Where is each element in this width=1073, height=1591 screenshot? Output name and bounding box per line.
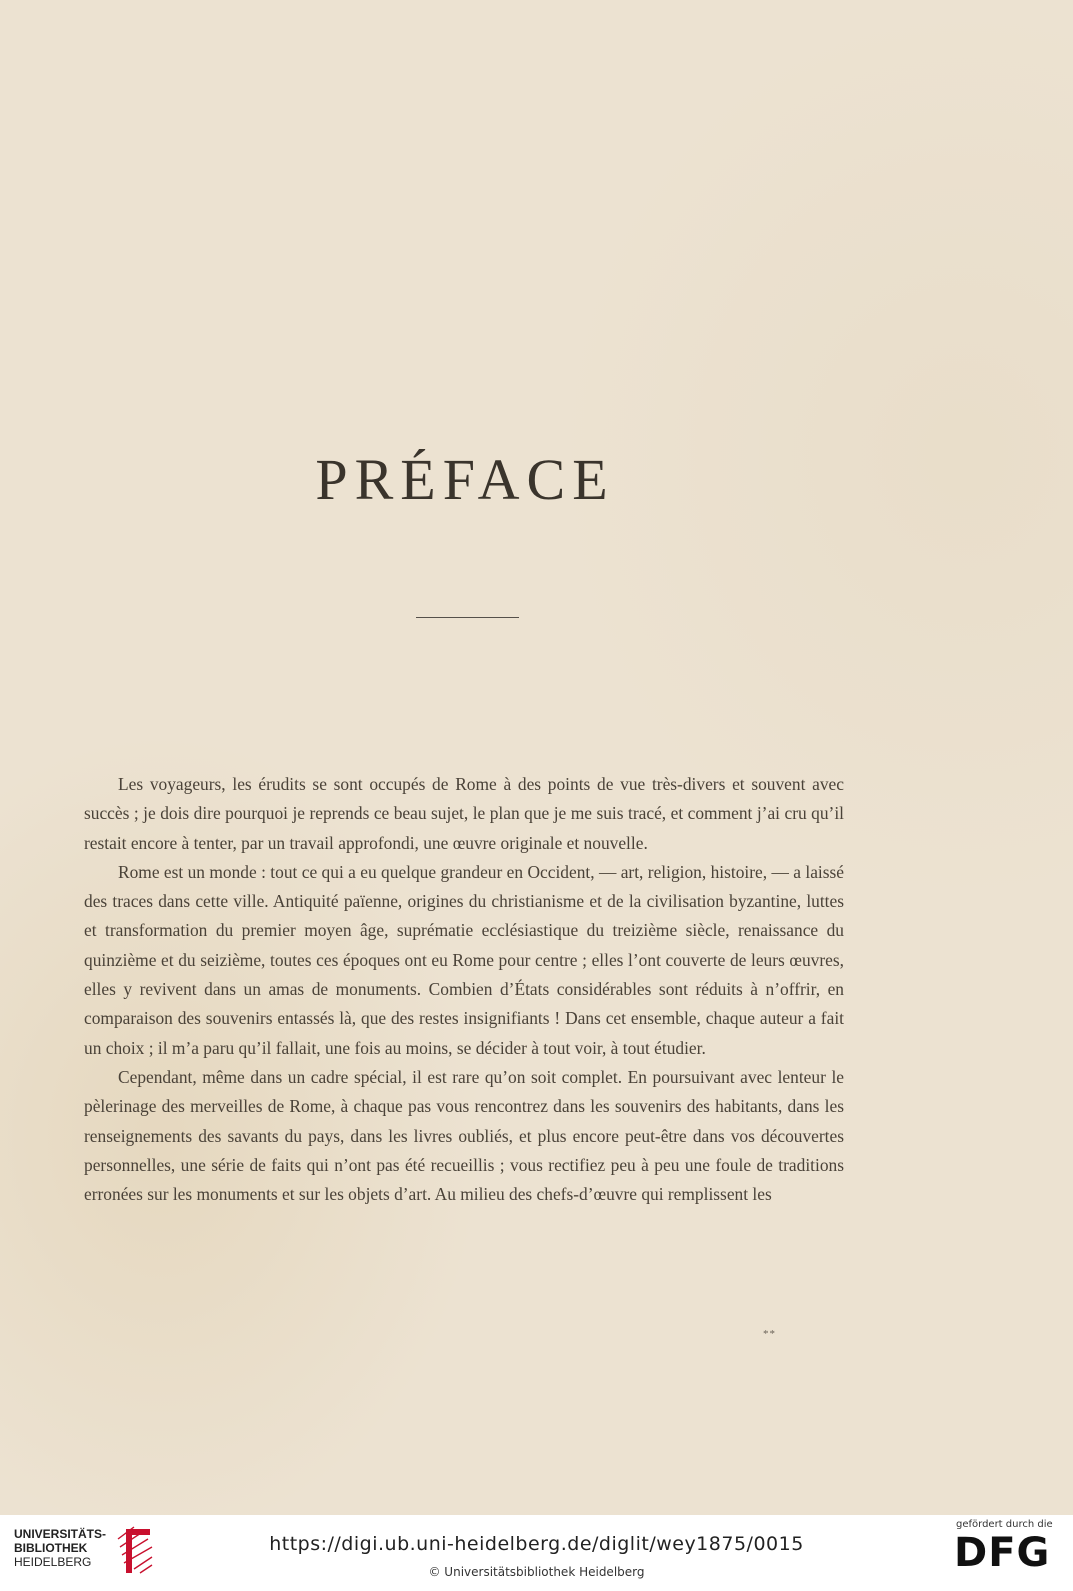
title-divider (416, 617, 519, 618)
paragraph-3: Cependant, même dans un cadre spécial, il est rare qu’on soit complet. En poursuivant avec lenteur le pèlerinage des merveilles de Rome, à chaque pas vous rencontrez dans les souvenirs des habitants, dans les renseignements des savants du pays, dans les livres oubliés, et plus encore peut-être dans vos découvertes personnelles, une série de faits qui n’ont pas été recueillis ; vous rectifiez peu à peu une foule de traditions erronées sur les monuments et sur les objets d’art. Au milieu des chefs-d’œuvre qui remplissent les (84, 1066, 844, 1205)
copyright-text: © Universitätsbibliothek Heidelberg (428, 1565, 645, 1579)
viewer-footer (0, 1515, 1073, 1591)
library-name-line-2: BIBLIOTHEK (14, 1541, 88, 1555)
library-name-line-3: HEIDELBERG (14, 1555, 92, 1569)
signature-mark: ** (763, 1328, 776, 1340)
page-title: PRÉFACE (315, 447, 615, 512)
paragraph-1: Les voyageurs, les érudits se sont occupés de Rome à des points de vue très-divers et souvent avec succès ; je dois dire pourquoi je reprends ce beau sujet, le plan que je me suis tracé, et comment j’ai cru qu’il restait encore à tenter, par un travail approfondi, une œuvre originale et nouvelle. (84, 774, 844, 853)
dfg-caption: gefördert durch die (956, 1519, 1053, 1530)
paragraph-2: Rome est un monde : tout ce qui a eu quelque grandeur en Occident, — art, religion, histoire, — a laissé des traces dans cette ville. Antiquité païenne, origines du christianisme et de la civilisation byzantine, luttes et transformation du premier moyen âge, suprématie ecclésiastique du treizième siècle, renaissance du quinzième et du seizième, toutes ces époques ont eu Rome pour centre ; elles l’ont couverte de leurs œuvres, elles y revivent dans un amas de monuments. Combien d’États considérables sont réduits à n’offrir, en comparaison des souvenirs entassés là, que des restes insignifiants ! Dans cet ensemble, chaque auteur a fait un choix ; il m’a paru qu’il fallait, une fois au moins, se décider à tout voir, à tout étudier. (84, 861, 844, 1058)
dfg-logo[interactable]: DFG (954, 1530, 1051, 1576)
body-text (84, 770, 844, 1209)
document-url-link[interactable]: https://digi.ub.uni-heidelberg.de/diglit/wey1875/0015 (269, 1533, 804, 1555)
library-name-line-1: UNIVERSITÄTS- (14, 1527, 107, 1541)
